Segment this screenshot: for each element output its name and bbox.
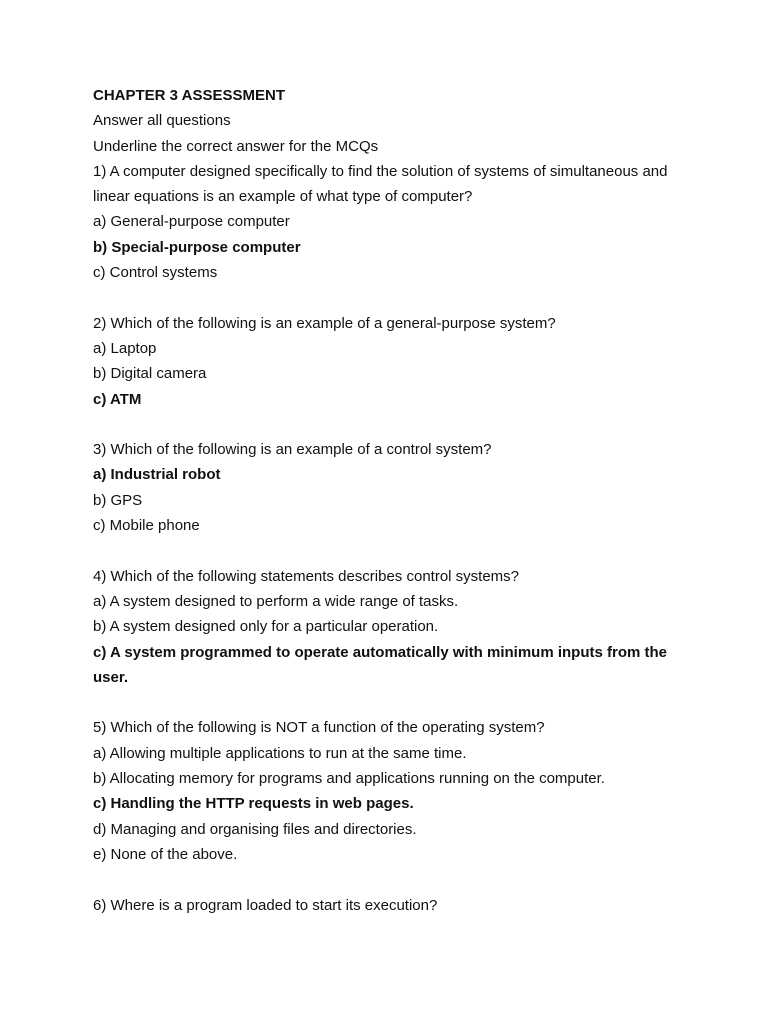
- instruction-line: Underline the correct answer for the MCQs: [93, 137, 379, 155]
- question-block-4: [93, 564, 693, 690]
- question-prompt: 1) A computer designed specifically to find the solution of systems of simultaneous and linear equations is an example of what type of computer?: [93, 162, 668, 206]
- answer-option-highlighted: c) Handling the HTTP requests in web pages.: [93, 795, 414, 813]
- question-prompt: 2) Which of the following is an example of a general-purpose system?: [93, 314, 556, 332]
- answer-option: b) GPS: [93, 491, 143, 509]
- answer-option: b) A system designed only for a particular operation.: [93, 618, 439, 636]
- answer-option-highlighted: c) A system programmed to operate automatically with minimum inputs from the user.: [93, 643, 667, 686]
- question-prompt: 6) Where is a program loaded to start its execution?: [93, 896, 438, 914]
- spacer: [93, 690, 693, 715]
- spacer: [93, 538, 693, 563]
- spacer: [93, 412, 693, 437]
- question-block-5: [93, 715, 693, 867]
- answer-option: a) Allowing multiple applications to run at the same time.: [93, 744, 467, 762]
- answer-option: a) A system designed to perform a wide range of tasks.: [93, 592, 459, 610]
- answer-option: b) Digital camera: [93, 365, 207, 383]
- question-block-3: [93, 437, 693, 538]
- question-block-2: [93, 311, 693, 412]
- answer-option: e) None of the above.: [93, 845, 238, 863]
- question-prompt: 5) Which of the following is NOT a function of the operating system?: [93, 719, 545, 737]
- answer-option-highlighted: b) Special-purpose computer: [93, 238, 301, 256]
- question-prompt: 3) Which of the following is an example of a control system?: [93, 441, 492, 459]
- spacer: [93, 285, 693, 310]
- answer-option: b) Allocating memory for programs and applications running on the computer.: [93, 770, 605, 788]
- answer-option: d) Managing and organising files and directories.: [93, 820, 417, 838]
- document-page: [93, 83, 693, 918]
- answer-option: c) Control systems: [93, 264, 218, 282]
- answer-option-highlighted: a) Industrial robot: [93, 466, 221, 484]
- answer-option-highlighted: c) ATM: [93, 390, 142, 408]
- page-title: CHAPTER 3 ASSESSMENT: [93, 87, 285, 104]
- answer-option: a) Laptop: [93, 339, 157, 357]
- question-block-6: [93, 893, 693, 918]
- instruction-line: Answer all questions: [93, 112, 231, 130]
- spacer: [93, 867, 693, 892]
- question-block-1: [93, 159, 693, 285]
- answer-option: a) General-purpose computer: [93, 213, 290, 231]
- answer-option: c) Mobile phone: [93, 517, 200, 535]
- question-prompt: 4) Which of the following statements describes control systems?: [93, 567, 520, 585]
